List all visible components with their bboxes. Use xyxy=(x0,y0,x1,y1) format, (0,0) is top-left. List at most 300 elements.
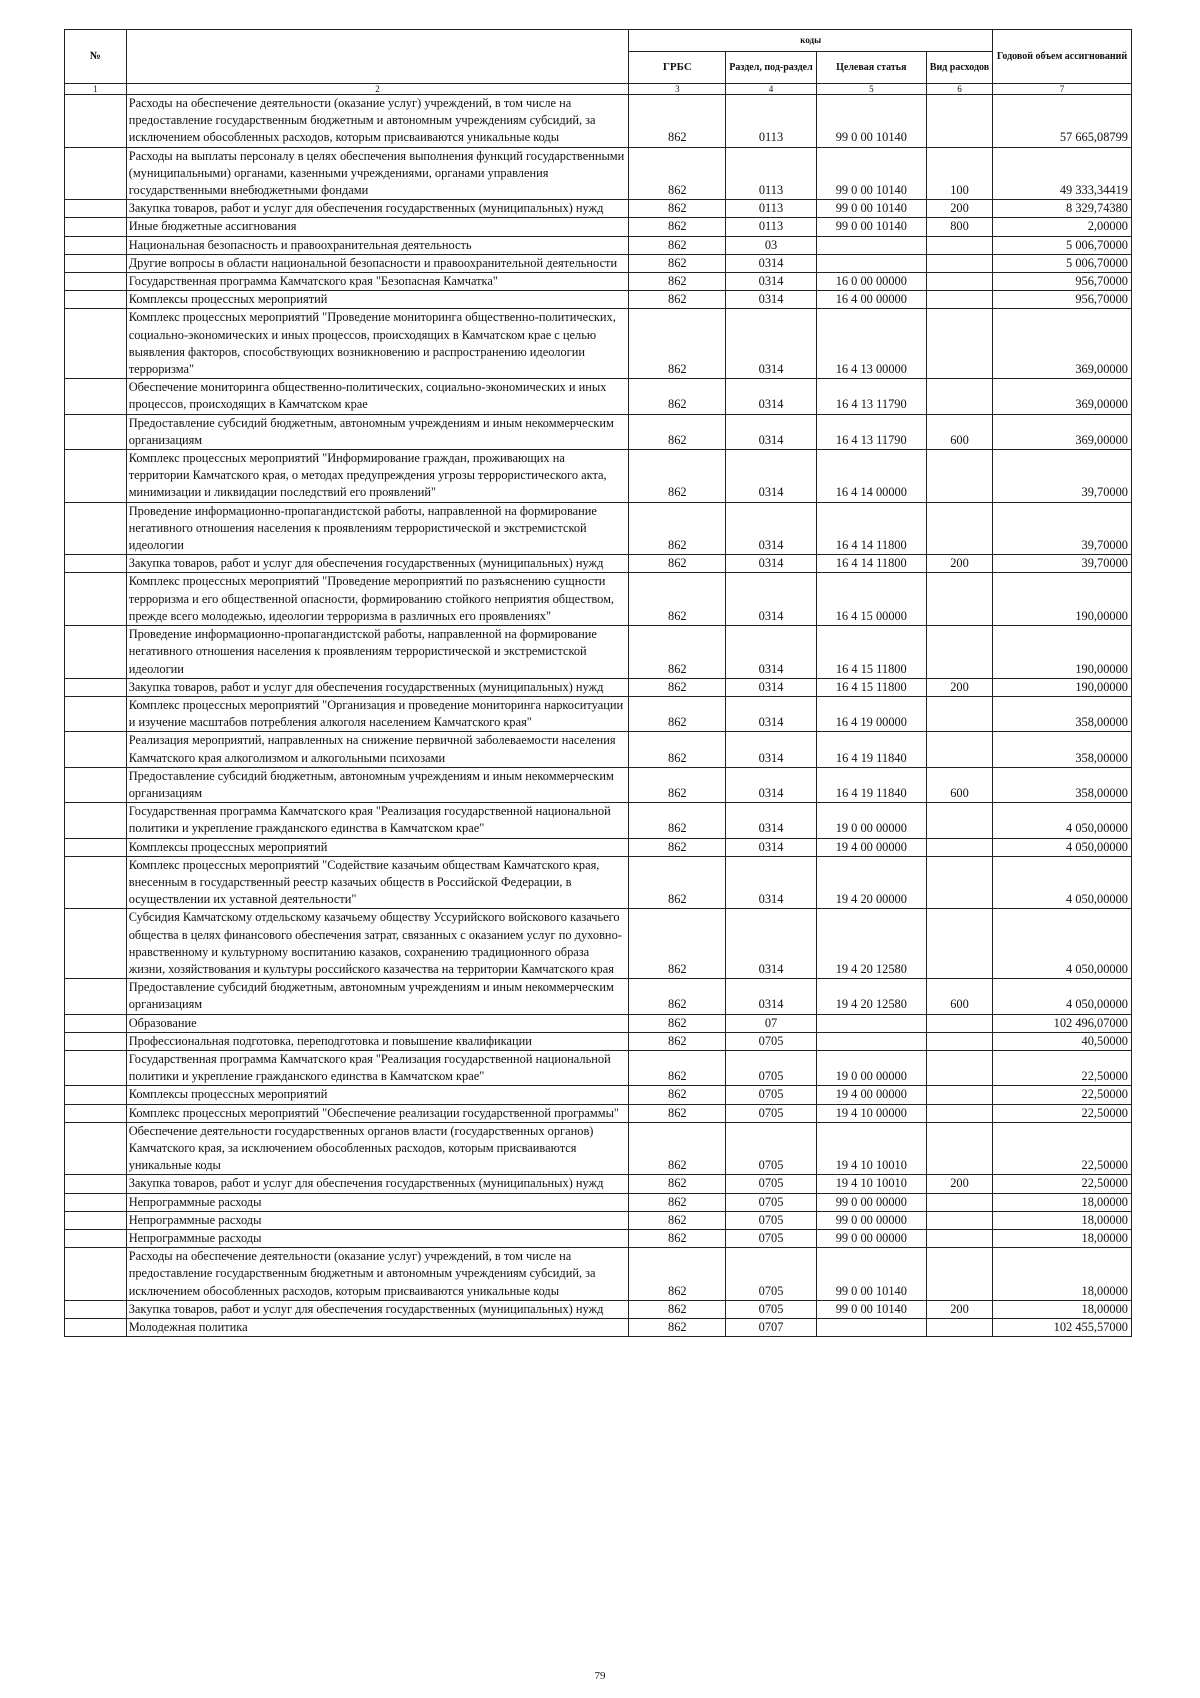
row-name: Комплекс процессных мероприятий "Организация и проведение мониторинга наркоситуации и изучение масштабов потребления алкоголя населением Камчатского края" xyxy=(126,696,629,731)
header-name xyxy=(126,30,629,84)
row-number xyxy=(65,732,127,767)
row-target-article: 16 4 15 11800 xyxy=(816,678,926,696)
row-section: 0113 xyxy=(726,218,816,236)
row-section: 0705 xyxy=(726,1211,816,1229)
row-target-article: 19 4 10 10010 xyxy=(816,1122,926,1175)
row-target-article: 19 0 00 00000 xyxy=(816,803,926,838)
row-target-article: 19 4 10 00000 xyxy=(816,1104,926,1122)
row-expense-type: 600 xyxy=(926,414,992,449)
row-grbs: 862 xyxy=(629,803,726,838)
table-row xyxy=(65,200,1132,218)
row-name: Профессиональная подготовка, переподготовка и повышение квалификации xyxy=(126,1032,629,1050)
row-grbs: 862 xyxy=(629,1104,726,1122)
row-expense-type: 200 xyxy=(926,678,992,696)
row-amount: 49 333,34419 xyxy=(993,147,1132,200)
row-target-article: 16 4 13 11790 xyxy=(816,379,926,414)
row-target-article: 99 0 00 00000 xyxy=(816,1211,926,1229)
row-target-article: 16 4 15 00000 xyxy=(816,573,926,626)
row-section: 0705 xyxy=(726,1193,816,1211)
row-section: 0314 xyxy=(726,732,816,767)
row-grbs: 862 xyxy=(629,309,726,379)
table-row xyxy=(65,909,1132,979)
row-target-article: 99 0 00 10140 xyxy=(816,1248,926,1301)
row-target-article: 19 4 10 10010 xyxy=(816,1175,926,1193)
row-grbs: 862 xyxy=(629,273,726,291)
row-target-article: 19 4 00 00000 xyxy=(816,1086,926,1104)
row-grbs: 862 xyxy=(629,1122,726,1175)
row-target-article: 16 4 19 11840 xyxy=(816,732,926,767)
row-amount: 4 050,00000 xyxy=(993,803,1132,838)
row-amount: 22,50000 xyxy=(993,1086,1132,1104)
row-name: Другие вопросы в области национальной безопасности и правоохранительной деятельности xyxy=(126,254,629,272)
row-target-article: 16 4 14 11800 xyxy=(816,502,926,555)
row-section: 0314 xyxy=(726,803,816,838)
table-row xyxy=(65,1104,1132,1122)
row-number xyxy=(65,254,127,272)
row-name: Комплекс процессных мероприятий "Проведение мониторинга общественно-политических, социально-экономических и иных процессов, происходящих в Камчатском крае с целью выявления факторов, способствующих возникновению и распространению идеологии терроризма" xyxy=(126,309,629,379)
table-row xyxy=(65,1248,1132,1301)
row-target-article xyxy=(816,1032,926,1050)
row-number xyxy=(65,1175,127,1193)
row-expense-type: 800 xyxy=(926,218,992,236)
row-target-article: 16 4 13 00000 xyxy=(816,309,926,379)
row-target-article: 99 0 00 10140 xyxy=(816,1300,926,1318)
row-section: 0314 xyxy=(726,838,816,856)
table-row xyxy=(65,803,1132,838)
row-number xyxy=(65,856,127,909)
header-section: Раздел, под-раздел xyxy=(726,52,816,84)
row-name: Комплексы процессных мероприятий xyxy=(126,1086,629,1104)
row-grbs: 862 xyxy=(629,1086,726,1104)
row-amount: 57 665,08799 xyxy=(993,95,1132,148)
row-name: Иные бюджетные ассигнования xyxy=(126,218,629,236)
row-grbs: 862 xyxy=(629,1230,726,1248)
row-expense-type: 200 xyxy=(926,555,992,573)
page-number: 79 xyxy=(594,1670,606,1682)
row-amount: 2,00000 xyxy=(993,218,1132,236)
row-expense-type xyxy=(926,1211,992,1229)
row-grbs: 862 xyxy=(629,767,726,802)
table-row xyxy=(65,696,1132,731)
row-number xyxy=(65,1032,127,1050)
row-grbs: 862 xyxy=(629,414,726,449)
row-expense-type xyxy=(926,696,992,731)
row-name: Государственная программа Камчатского края "Безопасная Камчатка" xyxy=(126,273,629,291)
table-row xyxy=(65,838,1132,856)
row-amount: 18,00000 xyxy=(993,1248,1132,1301)
row-expense-type xyxy=(926,732,992,767)
row-amount: 102 455,57000 xyxy=(993,1319,1132,1337)
row-grbs: 862 xyxy=(629,678,726,696)
row-grbs: 862 xyxy=(629,1032,726,1050)
row-target-article: 16 4 19 11840 xyxy=(816,767,926,802)
row-amount: 4 050,00000 xyxy=(993,856,1132,909)
column-number: 2 xyxy=(126,84,629,95)
row-number xyxy=(65,309,127,379)
row-amount: 18,00000 xyxy=(993,1300,1132,1318)
row-section: 0705 xyxy=(726,1122,816,1175)
row-target-article: 99 0 00 10140 xyxy=(816,95,926,148)
row-target-article xyxy=(816,1319,926,1337)
row-name: Закупка товаров, работ и услуг для обеспечения государственных (муниципальных) нужд xyxy=(126,200,629,218)
row-name: Закупка товаров, работ и услуг для обеспечения государственных (муниципальных) нужд xyxy=(126,1175,629,1193)
row-section: 0705 xyxy=(726,1104,816,1122)
row-expense-type xyxy=(926,502,992,555)
row-target-article: 19 0 00 00000 xyxy=(816,1050,926,1085)
row-target-article: 16 4 19 00000 xyxy=(816,696,926,731)
row-expense-type: 600 xyxy=(926,979,992,1014)
row-grbs: 862 xyxy=(629,1248,726,1301)
table-row xyxy=(65,979,1132,1014)
row-target-article: 19 4 20 00000 xyxy=(816,856,926,909)
header-grbs: ГРБС xyxy=(629,52,726,84)
table-row xyxy=(65,1175,1132,1193)
row-name: Предоставление субсидий бюджетным, автономным учреждениям и иным некоммерческим организациям xyxy=(126,414,629,449)
row-number xyxy=(65,1193,127,1211)
row-number xyxy=(65,838,127,856)
row-grbs: 862 xyxy=(629,502,726,555)
table-row xyxy=(65,502,1132,555)
row-amount: 369,00000 xyxy=(993,309,1132,379)
row-expense-type xyxy=(926,1086,992,1104)
table-row xyxy=(65,147,1132,200)
row-target-article: 99 0 00 10140 xyxy=(816,218,926,236)
row-amount: 22,50000 xyxy=(993,1050,1132,1085)
row-grbs: 862 xyxy=(629,1175,726,1193)
row-expense-type xyxy=(926,1248,992,1301)
row-section: 0705 xyxy=(726,1175,816,1193)
row-amount: 369,00000 xyxy=(993,379,1132,414)
row-number xyxy=(65,678,127,696)
row-amount: 4 050,00000 xyxy=(993,909,1132,979)
row-number xyxy=(65,1248,127,1301)
row-number xyxy=(65,273,127,291)
table-body xyxy=(65,95,1132,1337)
column-number: 6 xyxy=(926,84,992,95)
row-target-article xyxy=(816,1014,926,1032)
row-name: Расходы на обеспечение деятельности (оказание услуг) учреждений, в том числе на предоставление государственным бюджетным и автономным учреждениям субсидий, за исключением обособленных расходов, которым присваиваются уникальные коды xyxy=(126,95,629,148)
row-name: Комплекс процессных мероприятий "Содействие казачьим обществам Камчатского края, внесенным в государственный реестр казачьих обществ в Российской Федерации, в осуществлении их уставной деятельности" xyxy=(126,856,629,909)
row-section: 0314 xyxy=(726,856,816,909)
row-amount: 369,00000 xyxy=(993,414,1132,449)
row-grbs: 862 xyxy=(629,909,726,979)
row-number xyxy=(65,1319,127,1337)
row-expense-type xyxy=(926,1230,992,1248)
row-name: Реализация мероприятий, направленных на снижение первичной заболеваемости населения Камчатского края алкоголизмом и алкогольными психозами xyxy=(126,732,629,767)
table-row xyxy=(65,1032,1132,1050)
table-row xyxy=(65,1300,1132,1318)
row-grbs: 862 xyxy=(629,147,726,200)
row-grbs: 862 xyxy=(629,1319,726,1337)
row-expense-type xyxy=(926,1050,992,1085)
table-row xyxy=(65,732,1132,767)
row-target-article: 16 0 00 00000 xyxy=(816,273,926,291)
row-number xyxy=(65,379,127,414)
row-amount: 22,50000 xyxy=(993,1175,1132,1193)
row-target-article: 99 0 00 00000 xyxy=(816,1193,926,1211)
table-row xyxy=(65,573,1132,626)
row-expense-type xyxy=(926,273,992,291)
row-section: 0113 xyxy=(726,95,816,148)
row-section: 0314 xyxy=(726,254,816,272)
row-expense-type xyxy=(926,450,992,503)
row-grbs: 862 xyxy=(629,555,726,573)
header-expense-type: Вид расходов xyxy=(926,52,992,84)
table-row xyxy=(65,1211,1132,1229)
row-target-article: 99 0 00 10140 xyxy=(816,147,926,200)
row-amount: 8 329,74380 xyxy=(993,200,1132,218)
row-number xyxy=(65,147,127,200)
row-number xyxy=(65,1014,127,1032)
row-expense-type xyxy=(926,626,992,679)
column-number: 3 xyxy=(629,84,726,95)
row-name: Образование xyxy=(126,1014,629,1032)
row-expense-type xyxy=(926,291,992,309)
row-section: 0314 xyxy=(726,909,816,979)
row-amount: 40,50000 xyxy=(993,1032,1132,1050)
table-row xyxy=(65,218,1132,236)
row-section: 0314 xyxy=(726,273,816,291)
row-amount: 18,00000 xyxy=(993,1211,1132,1229)
row-number xyxy=(65,573,127,626)
row-section: 0705 xyxy=(726,1300,816,1318)
row-grbs: 862 xyxy=(629,1193,726,1211)
row-amount: 22,50000 xyxy=(993,1104,1132,1122)
row-number xyxy=(65,502,127,555)
row-section: 0314 xyxy=(726,979,816,1014)
table-row xyxy=(65,1014,1132,1032)
row-number xyxy=(65,236,127,254)
row-amount: 190,00000 xyxy=(993,626,1132,679)
row-expense-type xyxy=(926,1122,992,1175)
row-expense-type: 600 xyxy=(926,767,992,802)
table-row xyxy=(65,95,1132,148)
row-amount: 5 006,70000 xyxy=(993,236,1132,254)
row-expense-type xyxy=(926,95,992,148)
row-expense-type: 100 xyxy=(926,147,992,200)
row-expense-type xyxy=(926,254,992,272)
row-amount: 22,50000 xyxy=(993,1122,1132,1175)
row-expense-type xyxy=(926,1032,992,1050)
table-row xyxy=(65,291,1132,309)
row-name: Проведение информационно-пропагандистской работы, направленной на формирование негативного отношения населения к проявлениям террористической и экстремистской идеологии xyxy=(126,502,629,555)
row-expense-type xyxy=(926,838,992,856)
row-grbs: 862 xyxy=(629,1300,726,1318)
row-amount: 190,00000 xyxy=(993,678,1132,696)
row-target-article: 99 0 00 10140 xyxy=(816,200,926,218)
row-name: Расходы на обеспечение деятельности (оказание услуг) учреждений, в том числе на предоставление государственным бюджетным и автономным учреждениям субсидий, за исключением обособленных расходов, которым присваиваются уникальные коды xyxy=(126,1248,629,1301)
row-target-article: 99 0 00 00000 xyxy=(816,1230,926,1248)
row-section: 0705 xyxy=(726,1050,816,1085)
table-row xyxy=(65,1319,1132,1337)
row-amount: 956,70000 xyxy=(993,291,1132,309)
row-name: Комплексы процессных мероприятий xyxy=(126,838,629,856)
row-section: 0314 xyxy=(726,309,816,379)
row-number xyxy=(65,95,127,148)
row-expense-type xyxy=(926,573,992,626)
column-number: 7 xyxy=(993,84,1132,95)
column-number-row xyxy=(65,84,1132,95)
table-row xyxy=(65,1230,1132,1248)
row-expense-type xyxy=(926,856,992,909)
table-row xyxy=(65,1050,1132,1085)
table-row xyxy=(65,1086,1132,1104)
row-name: Комплекс процессных мероприятий "Информирование граждан, проживающих на территории Камчатского края, о методах предупреждения угрозы террористического акта, минимизации и ликвидации последствий его проявлений" xyxy=(126,450,629,503)
row-grbs: 862 xyxy=(629,573,726,626)
row-target-article: 19 4 00 00000 xyxy=(816,838,926,856)
row-expense-type xyxy=(926,309,992,379)
row-grbs: 862 xyxy=(629,732,726,767)
row-number xyxy=(65,696,127,731)
row-grbs: 862 xyxy=(629,979,726,1014)
row-section: 0314 xyxy=(726,450,816,503)
row-number xyxy=(65,979,127,1014)
row-grbs: 862 xyxy=(629,218,726,236)
table-row xyxy=(65,254,1132,272)
row-section: 0705 xyxy=(726,1032,816,1050)
row-number xyxy=(65,803,127,838)
header-codes: коды xyxy=(629,30,993,52)
row-amount: 358,00000 xyxy=(993,732,1132,767)
table-row xyxy=(65,450,1132,503)
row-section: 0314 xyxy=(726,379,816,414)
row-name: Национальная безопасность и правоохранительная деятельность xyxy=(126,236,629,254)
row-amount: 358,00000 xyxy=(993,696,1132,731)
row-amount: 18,00000 xyxy=(993,1230,1132,1248)
row-name: Субсидия Камчатскому отдельскому казачьему обществу Уссурийского войскового казачьего общества в целях финансового обеспечения затрат, связанных с оказанием услуг по духовно-нравственному и культурному воспитанию казаков, сохранению традиционного образа жизни, хозяйствования и культуры российского казачества на территории Камчатского края xyxy=(126,909,629,979)
row-expense-type xyxy=(926,379,992,414)
row-section: 0314 xyxy=(726,502,816,555)
row-expense-type xyxy=(926,236,992,254)
row-grbs: 862 xyxy=(629,291,726,309)
row-section: 0314 xyxy=(726,696,816,731)
table-row xyxy=(65,856,1132,909)
row-target-article: 16 4 00 00000 xyxy=(816,291,926,309)
row-name: Обеспечение деятельности государственных органов власти (государственных органов) Камчатского края, за исключением обособленных расходов, которым присваиваются уникальные коды xyxy=(126,1122,629,1175)
row-section: 07 xyxy=(726,1014,816,1032)
row-name: Закупка товаров, работ и услуг для обеспечения государственных (муниципальных) нужд xyxy=(126,678,629,696)
row-grbs: 862 xyxy=(629,696,726,731)
row-amount: 39,70000 xyxy=(993,555,1132,573)
row-name: Закупка товаров, работ и услуг для обеспечения государственных (муниципальных) нужд xyxy=(126,1300,629,1318)
row-grbs: 862 xyxy=(629,450,726,503)
row-target-article: 16 4 13 11790 xyxy=(816,414,926,449)
row-name: Комплексы процессных мероприятий xyxy=(126,291,629,309)
budget-table xyxy=(64,29,1132,1337)
row-expense-type xyxy=(926,1104,992,1122)
row-grbs: 862 xyxy=(629,95,726,148)
row-target-article xyxy=(816,254,926,272)
row-number xyxy=(65,767,127,802)
row-grbs: 862 xyxy=(629,254,726,272)
row-amount: 102 496,07000 xyxy=(993,1014,1132,1032)
row-grbs: 862 xyxy=(629,626,726,679)
row-number xyxy=(65,626,127,679)
row-name: Закупка товаров, работ и услуг для обеспечения государственных (муниципальных) нужд xyxy=(126,555,629,573)
row-section: 0707 xyxy=(726,1319,816,1337)
row-amount: 4 050,00000 xyxy=(993,838,1132,856)
row-name: Расходы на выплаты персоналу в целях обеспечения выполнения функций государственными (муниципальными) органами, казенными учреждениями, органами управления государственными внебюджетными фондами xyxy=(126,147,629,200)
row-grbs: 862 xyxy=(629,838,726,856)
row-section: 0314 xyxy=(726,767,816,802)
table-row xyxy=(65,555,1132,573)
column-number: 4 xyxy=(726,84,816,95)
row-target-article: 16 4 14 00000 xyxy=(816,450,926,503)
row-name: Государственная программа Камчатского края "Реализация государственной национальной политики и укрепление гражданского единства в Камчатском крае" xyxy=(126,803,629,838)
row-number xyxy=(65,909,127,979)
row-name: Молодежная политика xyxy=(126,1319,629,1337)
row-target-article: 19 4 20 12580 xyxy=(816,909,926,979)
row-number xyxy=(65,1122,127,1175)
column-number: 5 xyxy=(816,84,926,95)
row-grbs: 862 xyxy=(629,1211,726,1229)
row-number xyxy=(65,555,127,573)
row-section: 0705 xyxy=(726,1248,816,1301)
row-section: 0113 xyxy=(726,200,816,218)
table-row xyxy=(65,273,1132,291)
row-number xyxy=(65,218,127,236)
header-number: № xyxy=(65,30,127,84)
row-expense-type xyxy=(926,1014,992,1032)
table-row xyxy=(65,414,1132,449)
row-amount: 39,70000 xyxy=(993,450,1132,503)
table-row xyxy=(65,1193,1132,1211)
row-grbs: 862 xyxy=(629,379,726,414)
table-row xyxy=(65,236,1132,254)
row-section: 0314 xyxy=(726,678,816,696)
row-target-article: 16 4 14 11800 xyxy=(816,555,926,573)
budget-sheet xyxy=(64,29,1132,1337)
header-target-article: Целевая статья xyxy=(816,52,926,84)
row-section: 0314 xyxy=(726,626,816,679)
row-grbs: 862 xyxy=(629,200,726,218)
row-amount: 358,00000 xyxy=(993,767,1132,802)
row-target-article: 19 4 20 12580 xyxy=(816,979,926,1014)
table-row xyxy=(65,626,1132,679)
row-expense-type: 200 xyxy=(926,1300,992,1318)
table-row xyxy=(65,309,1132,379)
row-number xyxy=(65,291,127,309)
row-name: Предоставление субсидий бюджетным, автономным учреждениям и иным некоммерческим организациям xyxy=(126,979,629,1014)
table-row xyxy=(65,379,1132,414)
row-target-article xyxy=(816,236,926,254)
row-name: Непрограммные расходы xyxy=(126,1211,629,1229)
table-row xyxy=(65,767,1132,802)
row-expense-type xyxy=(926,803,992,838)
row-number xyxy=(65,200,127,218)
row-grbs: 862 xyxy=(629,1050,726,1085)
row-section: 0705 xyxy=(726,1086,816,1104)
row-name: Комплекс процессных мероприятий "Обеспечение реализации государственной программы" xyxy=(126,1104,629,1122)
row-amount: 39,70000 xyxy=(993,502,1132,555)
row-amount: 4 050,00000 xyxy=(993,979,1132,1014)
row-section: 0314 xyxy=(726,573,816,626)
column-number: 1 xyxy=(65,84,127,95)
row-name: Государственная программа Камчатского края "Реализация государственной национальной политики и укрепление гражданского единства в Камчатском крае" xyxy=(126,1050,629,1085)
row-name: Непрограммные расходы xyxy=(126,1230,629,1248)
row-number xyxy=(65,1211,127,1229)
row-number xyxy=(65,1050,127,1085)
row-section: 0314 xyxy=(726,291,816,309)
row-name: Предоставление субсидий бюджетным, автономным учреждениям и иным некоммерческим организациям xyxy=(126,767,629,802)
row-name: Обеспечение мониторинга общественно-политических, социально-экономических и иных процессов, происходящих в Камчатском крае xyxy=(126,379,629,414)
header-annual-volume: Годовой объем ассигнований xyxy=(993,30,1132,84)
row-grbs: 862 xyxy=(629,856,726,909)
row-amount: 190,00000 xyxy=(993,573,1132,626)
row-number xyxy=(65,1104,127,1122)
row-number xyxy=(65,414,127,449)
row-section: 0314 xyxy=(726,555,816,573)
